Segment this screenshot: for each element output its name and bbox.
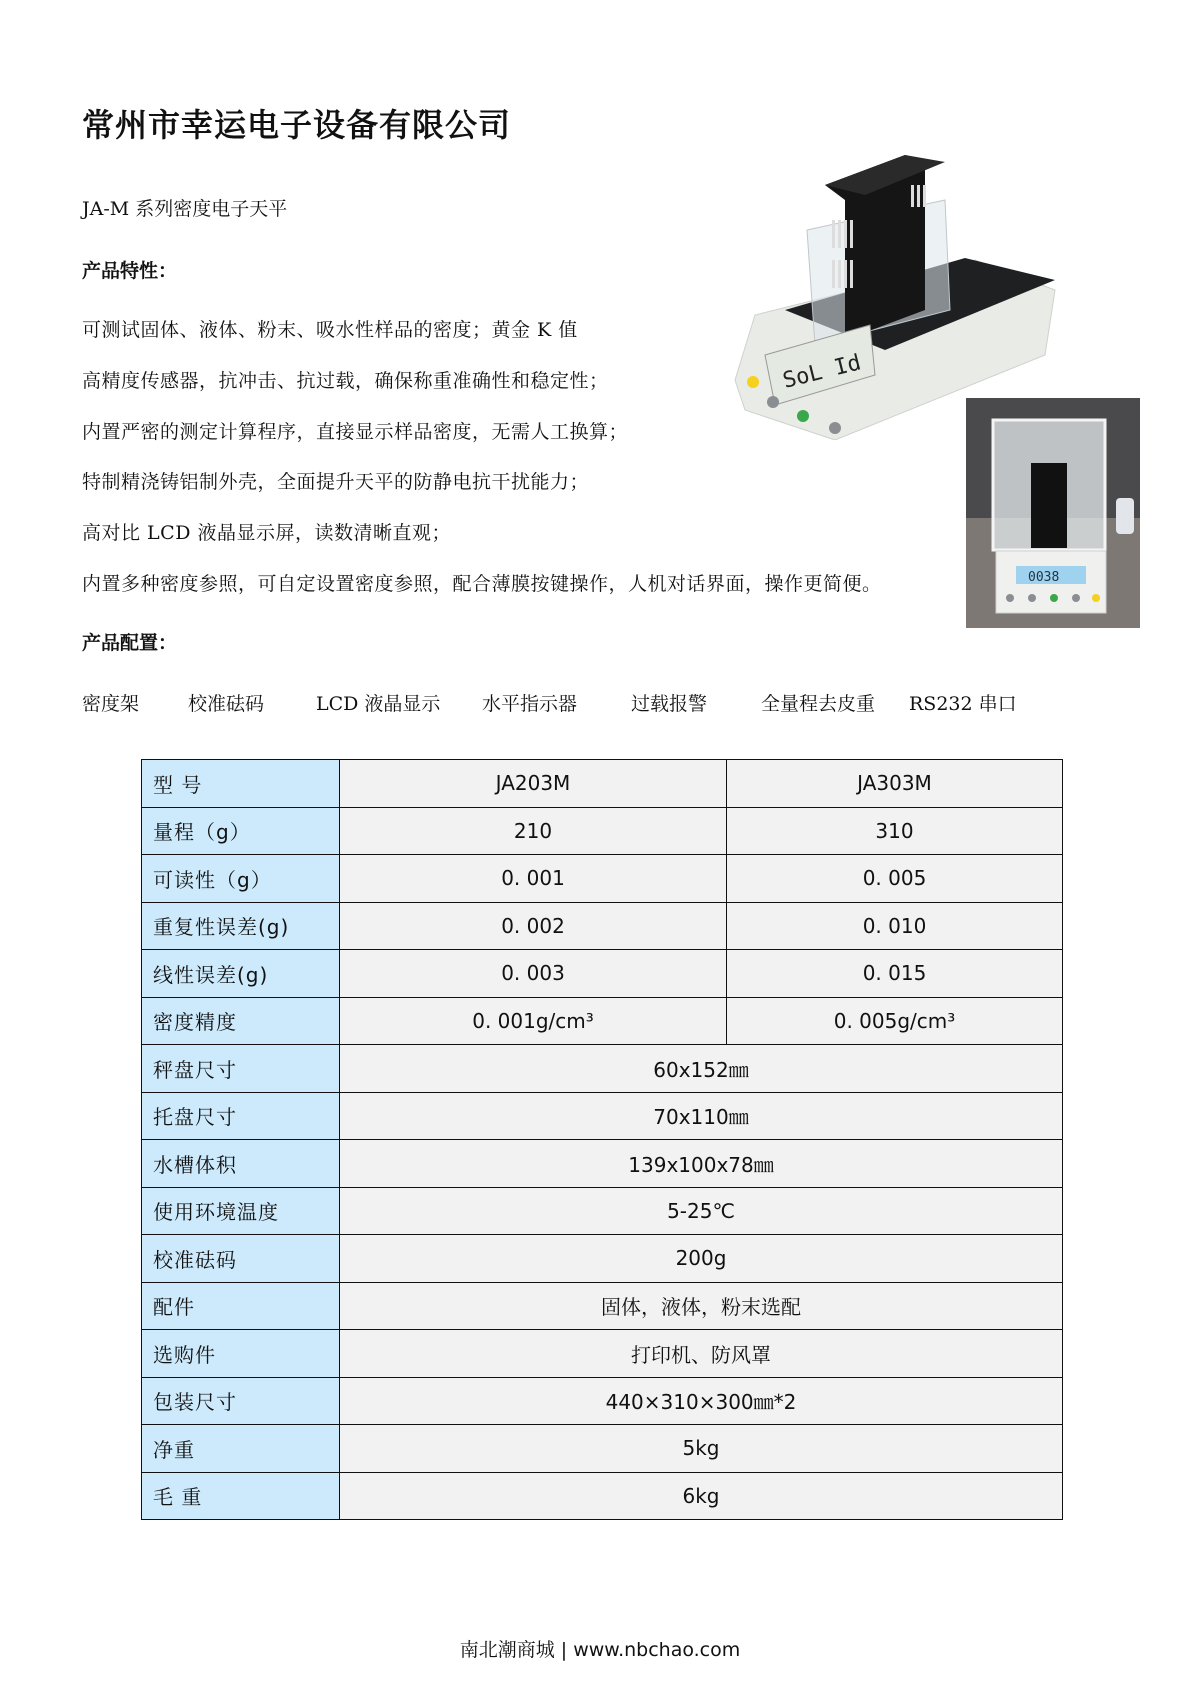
lcd-display-text: SoL Id (780, 350, 864, 394)
cell-value: 5kg (340, 1425, 1063, 1473)
table-row (142, 1045, 1063, 1093)
cell-value: 440×310×300㎜*2 (340, 1377, 1063, 1425)
cell-value: 70x110㎜ (340, 1092, 1063, 1140)
cell-value: 0. 003 (340, 950, 727, 998)
table-row (142, 1140, 1063, 1188)
row-label: 净重 (142, 1425, 340, 1473)
config-item: LCD 液晶显示 (316, 693, 441, 715)
company-name: 常州市幸运电子设备有限公司 (82, 106, 512, 144)
row-label: 型 号 (142, 760, 340, 808)
table-row (142, 950, 1063, 998)
table-row (142, 1187, 1063, 1235)
feature-item: 高精度传感器，抗冲击、抗过载，确保称重准确性和稳定性； (82, 370, 609, 392)
cell-value: 5-25℃ (340, 1187, 1063, 1235)
table-row (142, 1425, 1063, 1473)
cell-value: 200g (340, 1235, 1063, 1283)
row-label: 可读性（g） (142, 855, 340, 903)
cell-value: 6kg (340, 1472, 1063, 1520)
row-label: 水槽体积 (142, 1140, 340, 1188)
cell-value: 0. 001 (340, 855, 727, 903)
config-item: 校准砝码 (188, 693, 265, 715)
feature-item: 特制精浇铸铝制外壳，全面提升天平的防静电抗干扰能力； (82, 471, 590, 493)
cell-value: 0. 001g/cm³ (340, 997, 727, 1045)
cell-value: 0. 005 (727, 855, 1063, 903)
row-label: 配件 (142, 1282, 340, 1330)
configuration-list (82, 689, 1017, 716)
table-row (142, 1092, 1063, 1140)
configuration-heading: 产品配置： (82, 632, 178, 654)
cell-value: 210 (340, 807, 727, 855)
footer-link[interactable]: 南北潮商城 | www.nbchao.com (459, 1639, 741, 1661)
table-row (142, 807, 1063, 855)
table-row (142, 1377, 1063, 1425)
config-item: 密度架 (82, 693, 140, 715)
row-label: 选购件 (142, 1330, 340, 1378)
config-item: 水平指示器 (482, 693, 578, 715)
table-row (142, 1235, 1063, 1283)
cell-value: 0. 002 (340, 902, 727, 950)
row-label: 线性误差(g) (142, 950, 340, 998)
cell-value: 0. 010 (727, 902, 1063, 950)
table-row (142, 1282, 1063, 1330)
row-label: 使用环境温度 (142, 1187, 340, 1235)
cell-value: 固体，液体，粉末选配 (340, 1282, 1063, 1330)
product-image-lab-photo (966, 398, 1140, 628)
table-row (142, 997, 1063, 1045)
row-label: 校准砝码 (142, 1235, 340, 1283)
cell-value: 0. 005g/cm³ (727, 997, 1063, 1045)
cell-value: 310 (727, 807, 1063, 855)
cell-value: 139x100x78㎜ (340, 1140, 1063, 1188)
config-item: RS232 串口 (909, 693, 1017, 715)
row-label: 重复性误差(g) (142, 902, 340, 950)
features-heading: 产品特性： (82, 260, 178, 282)
row-label: 托盘尺寸 (142, 1092, 340, 1140)
row-label: 密度精度 (142, 997, 340, 1045)
lcd-display-text: 0038 (1028, 570, 1060, 585)
config-item: 过载报警 (631, 693, 708, 715)
row-label: 秤盘尺寸 (142, 1045, 340, 1093)
feature-item: 高对比 LCD 液晶显示屏，读数清晰直观； (82, 522, 451, 544)
table-row (142, 760, 1063, 808)
row-label: 量程（g） (142, 807, 340, 855)
table-row (142, 855, 1063, 903)
spec-table (141, 759, 1063, 1520)
row-label: 包装尺寸 (142, 1377, 340, 1425)
table-row (142, 1330, 1063, 1378)
row-label: 毛 重 (142, 1472, 340, 1520)
feature-item: 可测试固体、液体、粉末、吸水性样品的密度；黄金 K 值 (82, 319, 578, 341)
model-header: JA303M (727, 760, 1063, 808)
table-row (142, 1472, 1063, 1520)
feature-item: 内置多种密度参照，可自定设置密度参照，配合薄膜按键操作，人机对话界面，操作更简便。 (82, 573, 882, 595)
product-image-balance (725, 140, 1115, 440)
cell-value: 打印机、防风罩 (340, 1330, 1063, 1378)
table-row (142, 902, 1063, 950)
cell-value: 0. 015 (727, 950, 1063, 998)
config-item: 全量程去皮重 (761, 693, 876, 715)
series-title: JA-M 系列密度电子天平 (82, 198, 288, 220)
model-header: JA203M (340, 760, 727, 808)
cell-value: 60x152㎜ (340, 1045, 1063, 1093)
feature-item: 内置严密的测定计算程序，直接显示样品密度，无需人工换算； (82, 421, 629, 443)
